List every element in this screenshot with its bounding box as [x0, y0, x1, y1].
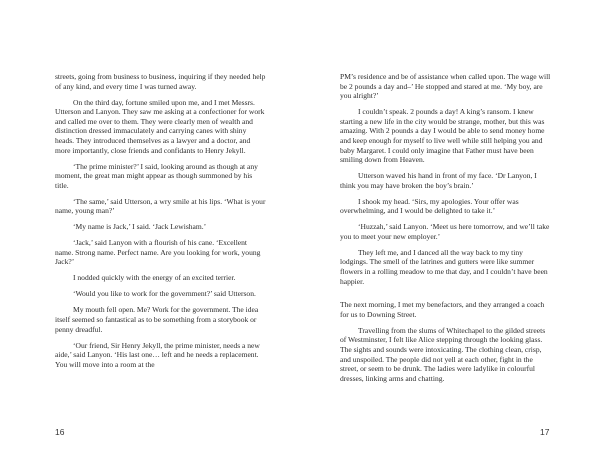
paragraph: ‘Huzzah,’ said Lanyon. ‘Meet us here tomorrow, and we’ll take you to meet your new employer.’ — [340, 222, 550, 241]
paragraph: PM’s residence and be of assistance when called upon. The wage will be 2 pounds a day and–’ He stopped and stared at me. ‘My boy, are you alright?’ — [340, 72, 551, 101]
paragraph: ‘The prime minister?’ I said, looking around as though at any moment, the great man might appear as though summoned by his title. — [55, 161, 258, 190]
paragraph: I shook my head. ‘Sirs, my apologies. Your offer was overwhelming, and I would be delighted to take it.’ — [340, 196, 519, 216]
paragraph: ‘Jack,’ said Lanyon with a flourish of his cane. ‘Excellent name. Strong name. Perfect name. Are you looking for work, young Jack?’ — [55, 238, 261, 267]
paragraph: Utterson waved his hand in front of my face. ‘Dr Lanyon, I think you may have broken the boy’s brain.’ — [340, 171, 537, 190]
paragraph: streets, going from business to business, inquiring if they needed help of any kind, and every time I was turned away. — [55, 72, 266, 91]
page-number: 16 — [55, 427, 65, 437]
right-page — [300, 0, 600, 463]
paragraph: The next morning, I met my benefactors, and they arranged a coach for us to Downing Street. — [340, 300, 545, 319]
paragraph: ‘The same,’ said Utterson, a wry smile at his lips. ‘What is your name, young man?’ — [55, 196, 266, 216]
page-number: 17 — [540, 427, 550, 437]
paragraph: ‘My name is Jack,’ I said. ‘Jack Lewisham.’ — [73, 222, 207, 232]
paragraph: ‘Would you like to work for the government?’ said Utterson. — [73, 289, 256, 299]
left-page-text — [55, 72, 267, 376]
paragraph: I couldn’t speak. 2 pounds a day! A king’s ransom. I knew starting a new life in the city would be strange, mother, but this was amazing. With 2 pounds a day I would be able to send money home and keep enough for myself to live well while still helping you and baby Margaret. I could only imagine that Father must have been smiling down from Heaven. — [340, 107, 545, 165]
right-page-text — [340, 72, 552, 390]
paragraph: I nodded quickly with the energy of an excited terrier. — [73, 273, 236, 283]
paragraph: They left me, and I danced all the way back to my tiny lodgings. The smell of the latrines and gutters were like summer flowers in a rolling meadow to me that day, and I couldn’t have been happier. — [340, 247, 548, 286]
paragraph: My mouth fell open. Me? Work for the government. The idea itself seemed so fantastical as to be something from a storybook or penny dreadful. — [55, 305, 259, 334]
paragraph: Travelling from the slums of Whitechapel to the gilded streets of Westminster, I felt like Alice stepping through the looking glass. The sights and sounds were intoxicating. The clothing clean, crisp, and unspoiled. The people did not yell at each other, fight in the street, or seem to be drunk. The ladies were ladylike in colourful dresses, linking arms and chatting. — [340, 325, 546, 383]
paragraph: On the third day, fortune smiled upon me, and I met Messrs. Utterson and Lanyon. They saw me asking at a confectioner for work and called me over to them. They were clearly men of wealth and distinction dressed immaculately and carrying canes with shiny heads. They introduced themselves as a lawyer and a doctor, and more importantly, close friends and confidants to Henry Jekyll. — [55, 97, 265, 155]
paragraph: ‘Our friend, Sir Henry Jekyll, the prime minister, needs a new aide,’ said Lanyon. ‘His last one… left and he needs a replacement. You will move into a room at the — [55, 340, 260, 369]
